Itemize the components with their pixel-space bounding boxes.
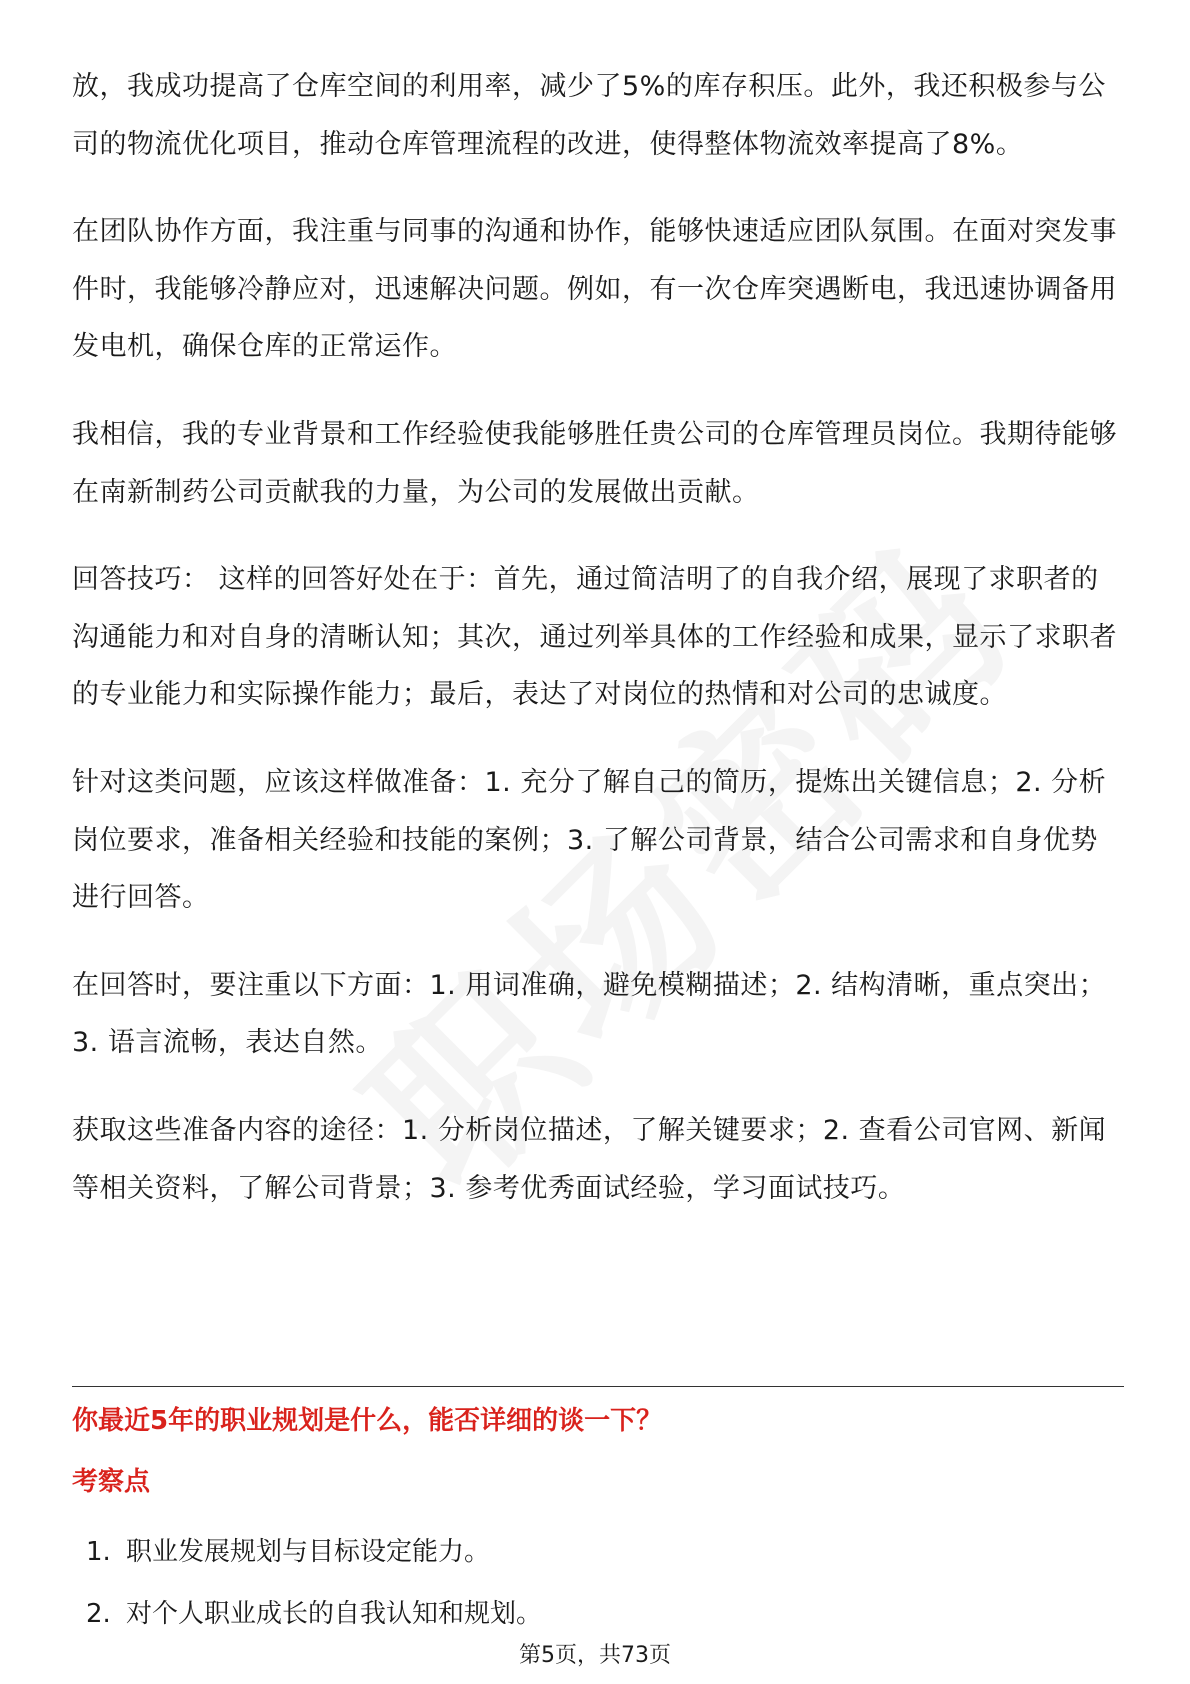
question-title: 你最近5年的职业规划是什么，能否详细的谈一下？ [72, 1406, 663, 1436]
section-divider [72, 1386, 1124, 1387]
paragraph-2: 在团队协作方面，我注重与同事的沟通和协作，能够快速适应团队氛围。在面对突发事件时，我能够冷静应对，迅速解决问题。例如，有一次仓库突遇断电，我迅速协调备用发电机，确保仓库的正常运作。 [72, 216, 1117, 363]
paragraph-preparation: 针对这类问题，应该这样做准备：1. 充分了解自己的简历，提炼出关键信息；2. 分析岗位要求，准备相关经验和技能的案例；3. 了解公司背景，结合公司需求和自身优势进行回答。 [72, 766, 1107, 914]
document-body [72, 58, 1122, 1247]
list-item [86, 1598, 542, 1630]
list-item-text: 对个人职业成长的自我认知和规划。 [126, 1599, 543, 1629]
list-item-number: 2. [86, 1599, 111, 1629]
assessment-points-heading: 考察点 [72, 1467, 151, 1497]
paragraph-3: 我相信，我的专业背景和工作经验使我能够胜任贵公司的仓库管理员岗位。我期待能够在南新制药公司贡献我的力量，为公司的发展做出贡献。 [72, 418, 1117, 508]
paragraph-1: 放，我成功提高了仓库空间的利用率，减少了5%的库存积压。此外，我还积极参与公司的物流优化项目，推动仓库管理流程的改进，使得整体物流效率提高了8%。 [72, 71, 1106, 160]
list-item [86, 1536, 542, 1568]
paragraph-answer-tips: 回答技巧： 这样的回答好处在于：首先，通过简洁明了的自我介绍，展现了求职者的沟通能力和对自身的清晰认知；其次，通过列举具体的工作经验和成果，显示了求职者的专业能力和实际操作能力；最后，表达了对岗位的热情和对公司的忠诚度。 [72, 564, 1117, 711]
list-item-number: 1. [86, 1537, 111, 1567]
page-number: 第5页，共73页 [519, 1643, 671, 1668]
paragraph-sources: 获取这些准备内容的途径：1. 分析岗位描述，了解关键要求；2. 查看公司官网、新闻等相关资料，了解公司背景；3. 参考优秀面试经验，学习面试技巧。 [72, 1114, 1107, 1204]
list-item-text: 职业发展规划与目标设定能力。 [126, 1537, 491, 1567]
paragraph-answer-focus: 在回答时，要注重以下方面：1. 用词准确，避免模糊描述；2. 结构清晰，重点突出；3. 语言流畅，表达自然。 [72, 969, 1107, 1059]
